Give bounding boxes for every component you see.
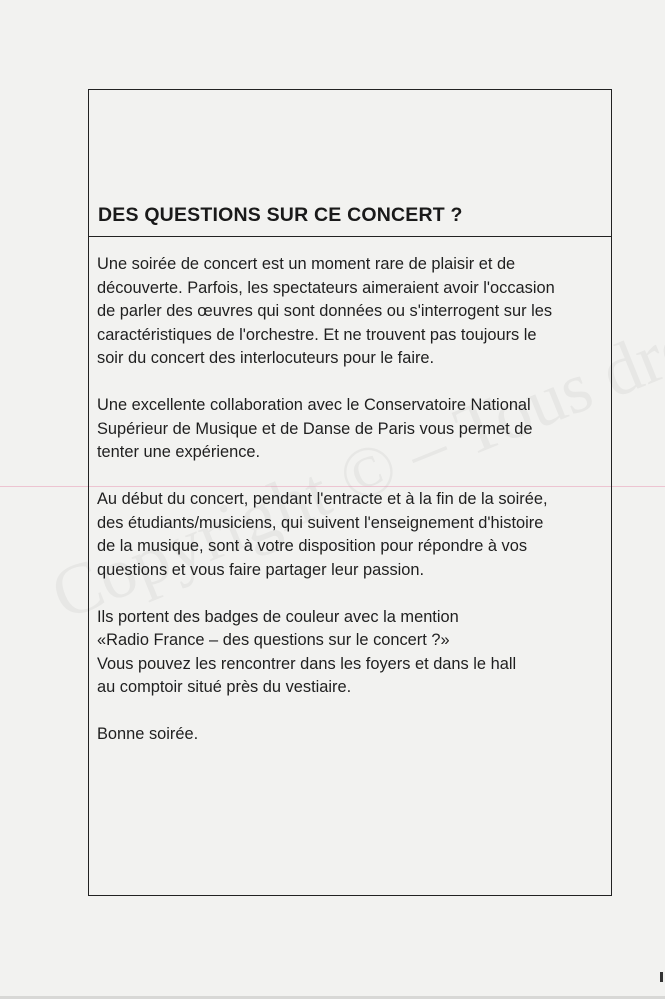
text-line: Vous pouvez les rencontrer dans les foyers et dans le hall <box>97 654 517 673</box>
text-line: «Radio France – des questions sur le concert ?» <box>97 631 450 649</box>
text-line: caractéristiques de l'orchestre. Et ne trouvent pas toujours le <box>97 325 537 344</box>
paragraph-intro <box>97 253 607 371</box>
text-line: Au début du concert, pendant l'entracte et à la fin de la soirée, <box>97 490 548 508</box>
text-line: Supérieur de Musique et de Danse de Paris vous permet de <box>97 419 533 438</box>
paragraph-closing <box>97 723 607 747</box>
page-edge-mark <box>660 972 663 982</box>
box-title: DES QUESTIONS SUR CE CONCERT ? <box>98 204 463 226</box>
text-line: Bonne soirée. <box>97 725 199 743</box>
paragraph-students <box>97 488 607 582</box>
text-line: des étudiants/musiciens, qui suivent l'enseignement d'histoire <box>97 513 544 532</box>
text-line: soir du concert des interlocuteurs pour le faire. <box>97 349 435 367</box>
box-body <box>97 253 607 770</box>
info-box <box>88 89 612 896</box>
title-divider <box>89 236 611 237</box>
text-line: découverte. Parfois, les spectateurs aimeraient avoir l'occasion <box>97 278 555 297</box>
text-line: Une excellente collaboration avec le Conservatoire National <box>97 396 531 414</box>
text-line: Une soirée de concert est un moment rare de plaisir et de <box>97 255 516 273</box>
text-line: tenter une expérience. <box>97 443 261 461</box>
text-line: de parler des œuvres qui sont données ou s'interrogent sur les <box>97 302 553 320</box>
text-line: au comptoir situé près du vestiaire. <box>97 678 352 696</box>
paragraph-collaboration <box>97 394 607 465</box>
paragraph-badges <box>97 606 607 700</box>
text-line: questions et vous faire partager leur passion. <box>97 560 425 579</box>
text-line: Ils portent des badges de couleur avec la mention <box>97 607 459 626</box>
text-line: de la musique, sont à votre disposition pour répondre à vos <box>97 537 528 555</box>
